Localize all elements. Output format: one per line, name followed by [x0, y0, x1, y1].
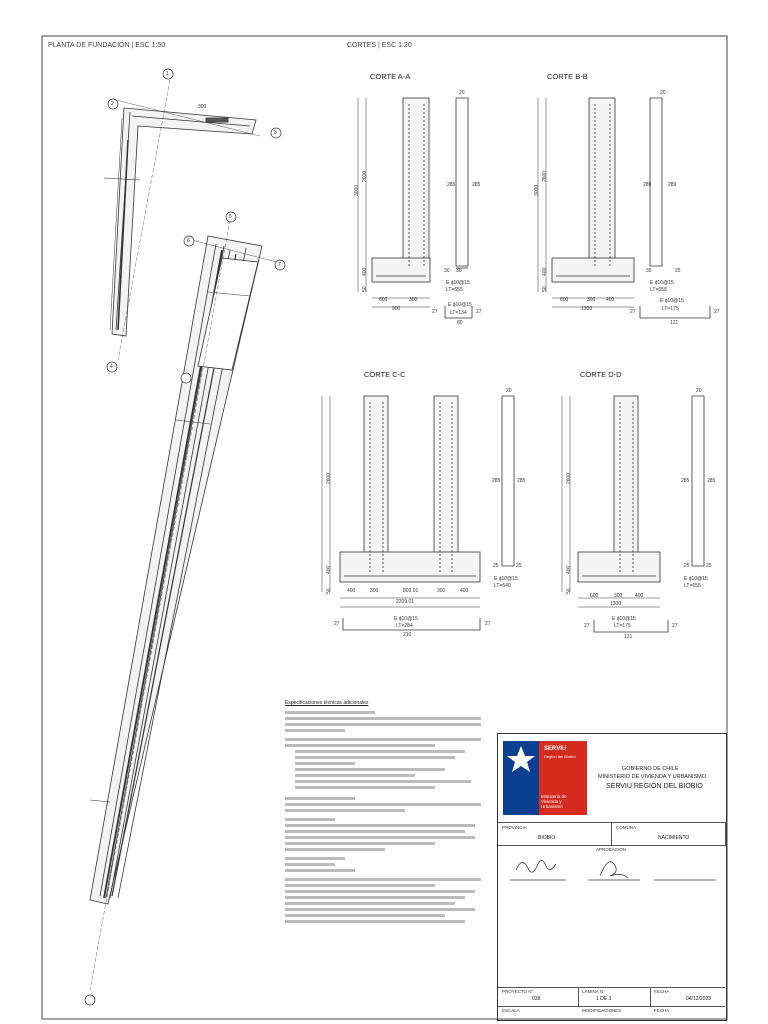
spec-text-line	[285, 857, 345, 860]
dd-rebar: E ϕ10@15	[684, 576, 708, 582]
spec-text-line	[285, 920, 465, 923]
cc-lower-rebar: E ϕ10@15	[394, 616, 418, 622]
spec-text-line	[285, 723, 481, 726]
dd-lower-w: 121	[624, 634, 633, 640]
aa-stub-top: 20	[459, 90, 465, 96]
dd-dim-h4: 50	[566, 588, 572, 594]
axis-label-2: 2	[111, 101, 114, 107]
plan-title: PLANTA DE FUNDACIÓN | ESC 1:50	[48, 42, 166, 49]
bb-lower-lt: LT=175	[662, 306, 679, 312]
aprobacion-label: APROBACION	[596, 847, 627, 852]
section-dd-title: CORTE D-D	[580, 370, 622, 379]
comuna-label: COMUNA	[616, 825, 636, 830]
dd-stub-b1: 25	[684, 563, 690, 569]
spec-text-line	[285, 848, 385, 851]
aa-lower-l: 27	[432, 309, 438, 315]
spec-text-line	[285, 803, 481, 806]
aa-stub-b2: 30	[456, 268, 462, 274]
lamina-label: LAMINA N°	[582, 989, 605, 994]
dd-stub-h2: 285	[707, 478, 716, 484]
ministry-short: Ministerio de Vivienda y Urbanismo	[541, 794, 567, 809]
spec-text-line	[285, 908, 475, 911]
cc-dim-b4: 300	[437, 588, 446, 594]
fecha-value: 04/12/2023	[686, 996, 712, 1002]
bb-stub-b1: 35	[646, 268, 652, 274]
dd-stub-b2: 25	[706, 563, 712, 569]
spec-text-line	[295, 786, 435, 789]
spec-text-line	[285, 884, 435, 887]
spec-text-line	[285, 902, 455, 905]
section-cc-drawing	[322, 396, 514, 630]
spec-text-line	[285, 729, 345, 732]
plan-lower-wing	[90, 220, 284, 990]
fecha2-label: FECHA	[654, 1008, 670, 1013]
spec-text-line	[285, 890, 475, 893]
provincia-label: PROVINCIA	[502, 825, 527, 830]
bb-lower-w: 121	[670, 320, 679, 326]
bb-stub-h2: 289	[668, 182, 677, 188]
cc-lower-lt: LT=284	[396, 623, 413, 629]
spec-text-line	[285, 744, 435, 747]
aa-dim-total: 900	[392, 306, 401, 312]
spec-text-line	[285, 738, 481, 741]
spec-text-line	[285, 818, 335, 821]
cc-dim-b2: 300	[370, 588, 379, 594]
axis-label-1: 1	[166, 71, 169, 77]
section-dd-drawing	[562, 396, 704, 632]
bb-stub-top: 20	[660, 90, 666, 96]
cc-dim-h3: 400	[326, 565, 332, 574]
specifications-block	[285, 700, 485, 1020]
spec-text-line	[295, 756, 455, 759]
aa-stub-h2: 285	[472, 182, 481, 188]
spec-text-line	[285, 824, 475, 827]
dd-dim-total: 1300	[610, 601, 622, 607]
cc-lower-r: 27	[485, 621, 491, 627]
aa-dim-b2: 300	[409, 297, 418, 303]
dd-dim-h1: 2600	[566, 472, 572, 484]
spec-text-line	[285, 863, 335, 866]
bb-dim-h1: 3000	[534, 184, 540, 196]
aa-lower-lt: LT=134	[450, 310, 467, 316]
provincia-value: BIOBIO	[538, 835, 556, 841]
bb-dim-h3: 400	[542, 267, 548, 276]
cc-dim-total: 2209.01	[396, 599, 415, 605]
gov-line-3: SERVIU REGIÓN DEL BIOBIO	[606, 783, 703, 790]
aa-lower-rebar: E ϕ10@15	[448, 302, 472, 308]
gov-line-1: GOBIERNO DE CHILE	[622, 766, 679, 772]
section-bb-title: CORTE B-B	[547, 72, 588, 81]
cc-dim-b3: 809.01	[403, 588, 419, 594]
spec-text-line	[295, 780, 471, 783]
cc-dim-h1: 2600	[326, 472, 332, 484]
aa-dim-h2: 2600	[362, 170, 368, 182]
dd-lower-rebar: E ϕ10@15	[612, 616, 636, 622]
aa-dim-h3: 400	[362, 267, 368, 276]
axis-label-7: 7	[278, 262, 281, 268]
title-block	[497, 733, 727, 1021]
cc-stub-b1: 25	[493, 563, 499, 569]
dd-lower-lt: LT=175	[614, 623, 631, 629]
cc-stub-h2: 285	[517, 478, 526, 484]
cc-dim-h4: 50	[326, 588, 332, 594]
spec-text-line	[285, 914, 445, 917]
dd-dim-h3: 400	[566, 565, 572, 574]
section-cc-title: CORTE C-C	[364, 370, 406, 379]
aa-stub-h1: 285	[447, 182, 456, 188]
bb-lower-r: 27	[714, 309, 720, 315]
dd-dim-b1: 600	[590, 593, 599, 599]
section-bb-drawing	[538, 98, 710, 318]
cc-dim-b5: 400	[460, 588, 469, 594]
cc-lower-w: 210	[403, 632, 412, 638]
cc-stub-h1: 285	[492, 478, 501, 484]
bb-stub-h1: 289	[643, 182, 652, 188]
axis-label-5: 5	[229, 214, 232, 220]
aa-dim-h4: 50	[362, 286, 368, 292]
dd-lower-r: 27	[672, 623, 678, 629]
spec-text-line	[285, 797, 355, 800]
bb-lt: LT=658	[650, 287, 667, 293]
escala-label: ESCALA	[502, 1008, 520, 1013]
spec-text-line	[295, 768, 445, 771]
bb-dim-b3: 400	[606, 297, 615, 303]
dd-lt: LT=655	[684, 583, 701, 589]
aa-lower-w: 80	[457, 320, 463, 326]
agency-sub: Región del Biobío	[544, 754, 576, 759]
bb-dim-b1: 600	[560, 297, 569, 303]
comuna-value: NACIMIENTO	[658, 835, 690, 841]
axis-bubble-8	[181, 373, 191, 383]
bb-dim-b2: 300	[587, 297, 596, 303]
agency-name: SERVIU	[544, 746, 567, 752]
cc-lower-l: 27	[334, 621, 340, 627]
spec-text-line	[285, 809, 405, 812]
bb-rebar: E ϕ10@15	[650, 280, 674, 286]
approval-area	[498, 844, 725, 988]
section-aa-title: CORTE A-A	[370, 72, 411, 81]
spec-text-line	[295, 762, 355, 765]
proyecto-value: 038	[532, 996, 541, 1002]
axis-label-3: 3	[274, 130, 277, 136]
gov-line-2: MINISTERIO DE VIVIENDA Y URBANISMO	[598, 774, 706, 780]
cc-stub-b2: 25	[516, 563, 522, 569]
spec-text-line	[285, 830, 465, 833]
aa-stub-b1: 30	[444, 268, 450, 274]
dd-stub-top: 20	[696, 388, 702, 394]
spec-text-line	[295, 774, 415, 777]
axis-label-4: 4	[110, 364, 113, 370]
modificaciones-label: MODIFICACIONES	[582, 1008, 622, 1013]
spec-text-line	[285, 711, 375, 714]
spec-text-line	[295, 750, 465, 753]
sections-title: CORTES | ESC 1:20	[347, 42, 412, 49]
aa-lt: LT=655	[446, 287, 463, 293]
dd-lower-l: 27	[584, 623, 590, 629]
bb-lower-l: 27	[630, 309, 636, 315]
aa-rebar: E ϕ10@15	[446, 280, 470, 286]
cc-stub-top: 20	[506, 388, 512, 394]
cc-dim-b1: 400	[347, 588, 356, 594]
axis-bubble-9	[85, 995, 95, 1005]
cc-lt: LT=640	[494, 583, 511, 589]
spec-text-line	[285, 878, 481, 881]
lamina-value: 1 DE 3	[596, 996, 612, 1002]
dd-dim-b3: 400	[635, 593, 644, 599]
aa-dim-h1: 3000	[354, 184, 360, 196]
plan-dim-1: 300	[198, 104, 207, 110]
aa-lower-r: 27	[476, 309, 482, 315]
bb-dim-h4: 50	[542, 286, 548, 292]
spec-text-line	[285, 842, 435, 845]
bb-stub-b2: 25	[675, 268, 681, 274]
axis-label-6: 6	[187, 238, 190, 244]
bb-dim-h2: 2600	[542, 170, 548, 182]
dd-stub-h1: 285	[681, 478, 690, 484]
fecha-label: FECHA	[654, 989, 670, 994]
spec-text-line	[285, 869, 355, 872]
bb-dim-total: 1300	[581, 306, 593, 312]
bb-lower-rebar: E ϕ10@15	[660, 298, 684, 304]
spec-text-line	[285, 836, 475, 839]
spec-text-line	[285, 717, 481, 720]
cc-rebar: E ϕ10@15	[494, 576, 518, 582]
spec-text-line	[285, 896, 465, 899]
spec-heading: Especificaciones técnicas adicionales	[285, 700, 369, 706]
dd-dim-b2: 300	[614, 593, 623, 599]
proyecto-label: PROYECTO N°	[502, 989, 534, 994]
foundation-plan	[90, 80, 284, 990]
aa-dim-b1: 600	[379, 297, 388, 303]
